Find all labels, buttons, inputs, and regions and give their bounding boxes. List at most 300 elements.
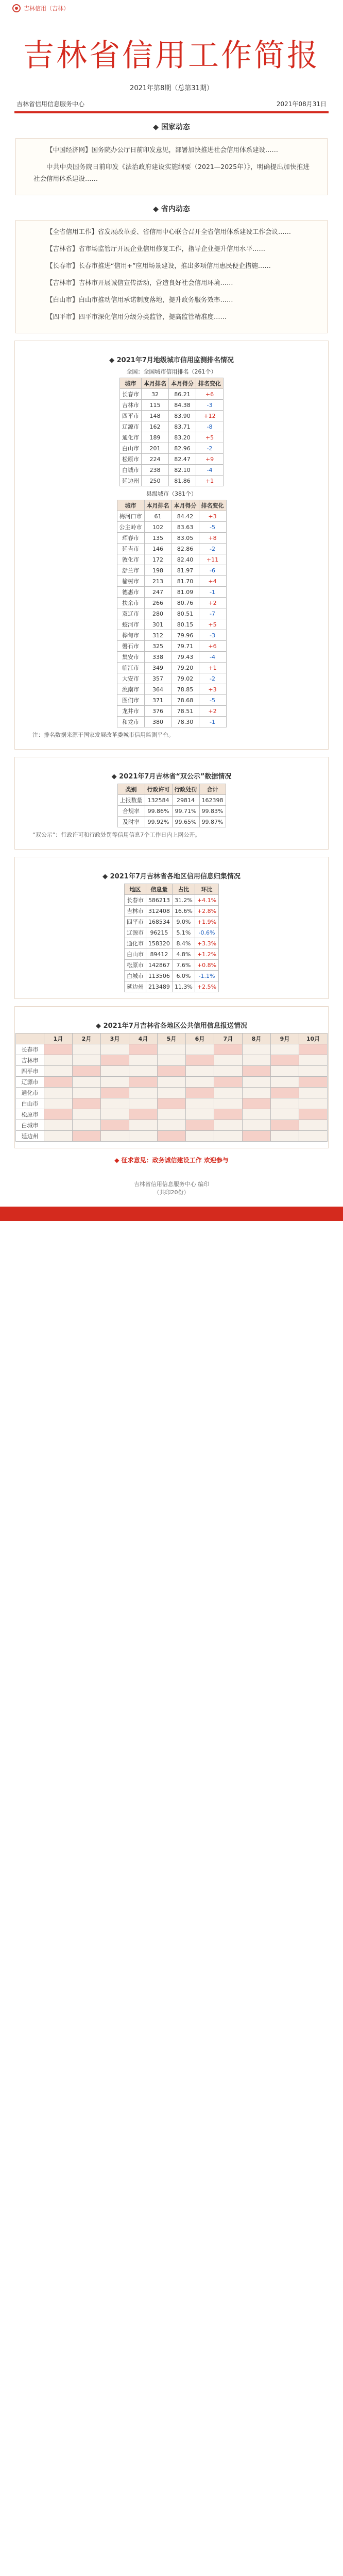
city-rank-header: 本月得分 — [169, 378, 196, 389]
heatmap-cell — [243, 1131, 271, 1142]
publicity-cell: 上报数量 — [117, 795, 145, 806]
county-rank-cell: -3 — [199, 630, 226, 641]
logo-icon — [12, 4, 21, 12]
heatmap-cell — [101, 1044, 129, 1055]
top-bar — [0, 0, 343, 21]
news-paragraph: 【全省信用工作】省发展改革委、省信用中心联合召开全省信用体系建设工作会议…… — [46, 228, 291, 235]
city-rank-cell: 四平市 — [120, 411, 142, 421]
county-rank-cell: 和龙市 — [117, 717, 144, 727]
city-rank-cell: 189 — [142, 432, 169, 443]
county-rank-cell: 梅河口市 — [117, 511, 144, 522]
city-rank-row — [120, 443, 224, 454]
heatmap-cell — [271, 1088, 299, 1098]
county-rank-cell: 61 — [144, 511, 172, 522]
heatmap-cell — [186, 1044, 214, 1055]
page — [0, 0, 343, 1221]
city-rank-cell: 83.90 — [169, 411, 196, 421]
heatmap-cell — [129, 1044, 158, 1055]
publicity-header: 合计 — [199, 784, 226, 795]
heatmap-row-label: 辽源市 — [16, 1077, 44, 1088]
heatmap-cell — [101, 1120, 129, 1131]
heatmap-cell — [299, 1098, 328, 1109]
city-rank-cell: 82.96 — [169, 443, 196, 454]
county-rank-cell: 84.42 — [172, 511, 199, 522]
county-rank-cell: -5 — [199, 695, 226, 706]
county-rank-cell: +3 — [199, 684, 226, 695]
collection-cell: +2.8% — [195, 906, 218, 917]
collection-cell: 长春市 — [124, 895, 146, 906]
county-rank-cell: 磐石市 — [117, 641, 144, 652]
publicity-cell: 99.71% — [172, 806, 199, 817]
county-rank-cell: 312 — [144, 630, 172, 641]
news-paragraph: 【中国经济网】国务院办公厅日前印发意见，部署加快推进社会信用体系建设…… — [46, 146, 279, 154]
heatmap-cell — [44, 1055, 73, 1066]
issue-number: 2021年第8期（总第31期） — [130, 84, 213, 92]
county-rank-cell: 82.86 — [172, 544, 199, 554]
heatmap-row-label: 长春市 — [16, 1044, 44, 1055]
publicity-card — [14, 757, 329, 850]
city-ranking-table — [119, 378, 224, 486]
heatmap-col-header: 1月 — [44, 1033, 73, 1044]
county-rank-cell: 临江市 — [117, 663, 144, 673]
heatmap-cell — [214, 1131, 243, 1142]
county-rank-cell: 公主岭市 — [117, 522, 144, 533]
city-rank-cell: 辽源市 — [120, 421, 142, 432]
heatmap-cell — [271, 1120, 299, 1131]
heatmap-cell — [271, 1044, 299, 1055]
county-rank-cell: 珲春市 — [117, 533, 144, 544]
collection-cell: 16.6% — [172, 906, 195, 917]
city-rank-cell: -3 — [196, 400, 224, 411]
collection-row — [124, 927, 218, 938]
heatmap-cell — [101, 1088, 129, 1098]
heatmap-col-header: 2月 — [73, 1033, 101, 1044]
collection-cell: +1.2% — [195, 949, 218, 960]
heatmap-row-label: 吉林市 — [16, 1055, 44, 1066]
heatmap-cell — [186, 1131, 214, 1142]
county-rank-cell: 380 — [144, 717, 172, 727]
heatmap-cell — [129, 1066, 158, 1077]
heatmap-cell — [214, 1055, 243, 1066]
heatmap-cell — [129, 1120, 158, 1131]
county-rank-cell: 洮南市 — [117, 684, 144, 695]
city-rank-cell: 115 — [142, 400, 169, 411]
heatmap-cell — [299, 1109, 328, 1120]
heatmap-cell — [271, 1066, 299, 1077]
collection-cell: 7.6% — [172, 960, 195, 971]
county-rank-cell: 371 — [144, 695, 172, 706]
county-rank-cell: +2 — [199, 598, 226, 608]
collection-cell: 松原市 — [124, 960, 146, 971]
heatmap-cell — [299, 1088, 328, 1098]
collection-cell: 158320 — [146, 938, 172, 949]
heatmap-cell — [186, 1077, 214, 1088]
county-rank-cell: 83.05 — [172, 533, 199, 544]
heatmap-row — [16, 1120, 328, 1131]
collection-cell: -0.6% — [195, 927, 218, 938]
county-rank-cell: -2 — [199, 673, 226, 684]
county-rank-cell: +1 — [199, 663, 226, 673]
county-rank-cell: +3 — [199, 511, 226, 522]
county-rank-cell: 龙井市 — [117, 706, 144, 717]
city-rank-cell: 白城市 — [120, 465, 142, 476]
collection-cell: 213489 — [146, 981, 172, 992]
collection-cell: 31.2% — [172, 895, 195, 906]
national-news-card — [15, 138, 328, 195]
collection-cell: 113506 — [146, 971, 172, 981]
heatmap-cell — [271, 1077, 299, 1088]
heatmap-cell — [243, 1098, 271, 1109]
publicity-cell: 及时率 — [117, 817, 145, 827]
city-rank-cell: 83.71 — [169, 421, 196, 432]
collection-cell: 9.0% — [172, 917, 195, 927]
publicity-header: 行政处罚 — [172, 784, 199, 795]
heatmap-cell — [158, 1066, 186, 1077]
news-paragraph: 【吉林市】吉林市开展诚信宣传活动，营造良好社会信用环境…… — [46, 279, 233, 286]
heatmap-cell — [129, 1098, 158, 1109]
county-rank-cell: 81.70 — [172, 576, 199, 587]
collection-cell: 延边州 — [124, 981, 146, 992]
county-rank-cell: 80.76 — [172, 598, 199, 608]
heatmap-cell — [101, 1098, 129, 1109]
collection-card — [14, 857, 329, 999]
county-rank-row — [117, 641, 226, 652]
city-rank-cell: 延边州 — [120, 476, 142, 486]
city-rank-cell: 250 — [142, 476, 169, 486]
heatmap-col-header: 8月 — [243, 1033, 271, 1044]
city-rank-header: 城市 — [120, 378, 142, 389]
heatmap-row-label: 松原市 — [16, 1109, 44, 1120]
heatmap-cell — [271, 1055, 299, 1066]
news-paragraph: 【四平市】四平市深化信用分级分类监管，提高监管精准度…… — [46, 313, 227, 320]
heatmap-cell — [214, 1098, 243, 1109]
heatmap-cell — [214, 1077, 243, 1088]
county-rank-cell: -4 — [199, 652, 226, 663]
heatmap-cell — [44, 1088, 73, 1098]
city-rank-row — [120, 389, 224, 400]
heatmap-cell — [73, 1088, 101, 1098]
city-rank-cell: 松原市 — [120, 454, 142, 465]
county-rank-cell: -6 — [199, 565, 226, 576]
news-paragraph: 【长春市】长春市推进“信用+”应用场景建设，推出多项信用惠民便企措施…… — [46, 262, 271, 269]
city-rank-cell: 32 — [142, 389, 169, 400]
county-rank-cell: +6 — [199, 641, 226, 652]
county-rank-cell: 81.09 — [172, 587, 199, 598]
collection-row — [124, 906, 218, 917]
county-rank-cell: 357 — [144, 673, 172, 684]
county-rank-cell: 79.96 — [172, 630, 199, 641]
heatmap-cell — [243, 1044, 271, 1055]
city-rank-cell: 83.20 — [169, 432, 196, 443]
heatmap-cell — [73, 1109, 101, 1120]
collection-cell: 白城市 — [124, 971, 146, 981]
county-rank-row — [117, 533, 226, 544]
heatmap-cell — [44, 1131, 73, 1142]
collection-row — [124, 938, 218, 949]
county-rank-cell: 247 — [144, 587, 172, 598]
county-rank-cell: 桦甸市 — [117, 630, 144, 641]
city-rank-cell: 238 — [142, 465, 169, 476]
city-rank-row — [120, 432, 224, 443]
city-rank-cell: 201 — [142, 443, 169, 454]
city-rank-cell: 白山市 — [120, 443, 142, 454]
county-rank-cell: 81.97 — [172, 565, 199, 576]
county-rank-cell: 83.63 — [172, 522, 199, 533]
city-rank-cell: +12 — [196, 411, 224, 421]
county-rank-cell: 德惠市 — [117, 587, 144, 598]
collection-header: 地区 — [124, 884, 146, 895]
heatmap-cell — [158, 1109, 186, 1120]
city-rank-row — [120, 411, 224, 421]
table3-title: ◆ 2021年7月吉林省“双公示”数据情况 — [111, 773, 232, 781]
city-rank-cell: 84.38 — [169, 400, 196, 411]
publicity-cell: 99.92% — [145, 817, 172, 827]
collection-cell: 6.0% — [172, 971, 195, 981]
heatmap-row-label: 白山市 — [16, 1098, 44, 1109]
table1-subtitle: 全国：全国城市信用排名（261个） — [126, 368, 217, 375]
heatmap-col-header: 7月 — [214, 1033, 243, 1044]
collection-cell: 白山市 — [124, 949, 146, 960]
heatmap-cell — [243, 1055, 271, 1066]
publicity-cell: 99.83% — [199, 806, 226, 817]
heatmap-cell — [73, 1077, 101, 1088]
collection-cell: 5.1% — [172, 927, 195, 938]
county-rank-row — [117, 598, 226, 608]
collection-cell: 四平市 — [124, 917, 146, 927]
collection-row — [124, 971, 218, 981]
county-rank-cell: -1 — [199, 587, 226, 598]
news-paragraph: 中共中央国务院日前印发《法治政府建设实施纲要（2021—2025年）》，明确提出加快推进社会信用体系建设…… — [33, 163, 310, 182]
county-rank-cell: 78.30 — [172, 717, 199, 727]
meta-row — [0, 99, 343, 108]
heatmap-cell — [243, 1088, 271, 1098]
publicity-cell: 合规率 — [117, 806, 145, 817]
collection-header: 占比 — [172, 884, 195, 895]
heatmap-cell — [101, 1066, 129, 1077]
heatmap-cell — [299, 1131, 328, 1142]
county-rank-cell: 舒兰市 — [117, 565, 144, 576]
county-rank-cell: -2 — [199, 544, 226, 554]
heatmap-cell — [243, 1120, 271, 1131]
heatmap-cell — [271, 1098, 299, 1109]
city-rank-cell: -2 — [196, 443, 224, 454]
county-rank-cell: 325 — [144, 641, 172, 652]
city-rank-header: 本月排名 — [142, 378, 169, 389]
city-rank-row — [120, 454, 224, 465]
collection-cell: 8.4% — [172, 938, 195, 949]
heatmap-cell — [101, 1077, 129, 1088]
collection-row — [124, 895, 218, 906]
heatmap-row-label: 通化市 — [16, 1088, 44, 1098]
logo-text: 吉林信用（吉林） — [24, 5, 69, 12]
heatmap-cell — [214, 1120, 243, 1131]
county-rank-row — [117, 608, 226, 619]
publicity-cell: 132584 — [145, 795, 172, 806]
city-rank-cell: 86.21 — [169, 389, 196, 400]
heatmap-cell — [158, 1044, 186, 1055]
heatmap-cell — [129, 1088, 158, 1098]
city-rank-cell: 224 — [142, 454, 169, 465]
county-ranking-table — [117, 500, 227, 727]
heatmap-cell — [243, 1066, 271, 1077]
collection-cell: 11.3% — [172, 981, 195, 992]
heatmap-row-label: 四平市 — [16, 1066, 44, 1077]
county-rank-cell: 146 — [144, 544, 172, 554]
county-rank-cell: 79.20 — [172, 663, 199, 673]
heatmap-cell — [186, 1055, 214, 1066]
heatmap-cell — [271, 1109, 299, 1120]
heatmap-row — [16, 1131, 328, 1142]
county-rank-row — [117, 554, 226, 565]
heatmap-cell — [44, 1109, 73, 1120]
city-rank-cell: +1 — [196, 476, 224, 486]
collection-cell: +4.1% — [195, 895, 218, 906]
collection-cell: 168534 — [146, 917, 172, 927]
county-rank-cell: 大安市 — [117, 673, 144, 684]
heatmap-col-header: 9月 — [271, 1033, 299, 1044]
county-rank-cell: 80.51 — [172, 608, 199, 619]
county-rank-cell: 82.40 — [172, 554, 199, 565]
collection-cell: -1.1% — [195, 971, 218, 981]
publisher: 吉林省信用信息服务中心 — [16, 100, 85, 108]
collection-row — [124, 981, 218, 992]
publicity-cell: 99.87% — [199, 817, 226, 827]
county-rank-cell: 双辽市 — [117, 608, 144, 619]
county-rank-row — [117, 695, 226, 706]
county-rank-row — [117, 619, 226, 630]
city-rank-row — [120, 465, 224, 476]
heatmap-col-header: 3月 — [101, 1033, 129, 1044]
collection-cell: 96215 — [146, 927, 172, 938]
heatmap-cell — [158, 1077, 186, 1088]
collection-cell: +0.8% — [195, 960, 218, 971]
heatmap-cell — [129, 1077, 158, 1088]
heatmap-row — [16, 1055, 328, 1066]
comment-callout: ◆ 征求意见：政务诚信建设工作 欢迎参与 — [114, 1157, 229, 1164]
heatmap-col-header: 5月 — [158, 1033, 186, 1044]
heatmap-cell — [101, 1131, 129, 1142]
county-rank-row — [117, 544, 226, 554]
county-rank-row — [117, 717, 226, 727]
heatmap-row — [16, 1044, 328, 1055]
province-news-card — [15, 220, 328, 333]
county-rank-row — [117, 587, 226, 598]
county-rank-cell: 延吉市 — [117, 544, 144, 554]
publicity-row — [117, 795, 226, 806]
county-rank-cell: 172 — [144, 554, 172, 565]
heatmap-cell — [214, 1088, 243, 1098]
publicity-cell: 99.65% — [172, 817, 199, 827]
county-rank-cell: 榆树市 — [117, 576, 144, 587]
collection-cell: 142867 — [146, 960, 172, 971]
county-rank-row — [117, 706, 226, 717]
heatmap-row — [16, 1088, 328, 1098]
heatmap-cell — [129, 1109, 158, 1120]
county-rank-row — [117, 673, 226, 684]
county-rank-cell: +4 — [199, 576, 226, 587]
county-rank-cell: +5 — [199, 619, 226, 630]
county-rank-cell: +8 — [199, 533, 226, 544]
heatmap-cell — [73, 1098, 101, 1109]
county-rank-cell: 280 — [144, 608, 172, 619]
heatmap-cell — [299, 1044, 328, 1055]
heatmap-cell — [243, 1077, 271, 1088]
heatmap-cell — [158, 1131, 186, 1142]
county-rank-header: 排名变化 — [199, 500, 226, 511]
heatmap-row — [16, 1077, 328, 1088]
heatmap-card — [14, 1006, 329, 1148]
collection-cell: 辽源市 — [124, 927, 146, 938]
heatmap-cell — [299, 1120, 328, 1131]
heatmap-cell — [214, 1044, 243, 1055]
city-rank-cell: 162 — [142, 421, 169, 432]
heatmap-cell — [214, 1066, 243, 1077]
county-rank-cell: 301 — [144, 619, 172, 630]
collection-cell: +3.3% — [195, 938, 218, 949]
county-rank-cell: 78.51 — [172, 706, 199, 717]
county-rank-cell: 135 — [144, 533, 172, 544]
publicity-table — [117, 784, 226, 827]
footer-line1: 吉林省信用信息服务中心 编印 — [133, 1181, 210, 1188]
county-rank-cell: 蛟河市 — [117, 619, 144, 630]
heatmap-cell — [73, 1044, 101, 1055]
county-rank-cell: 79.71 — [172, 641, 199, 652]
county-rank-cell: -1 — [199, 717, 226, 727]
table1-title: ◆ 2021年7月地级城市信用监测排名情况 — [109, 357, 234, 364]
city-rank-cell: 82.47 — [169, 454, 196, 465]
heatmap-cell — [271, 1131, 299, 1142]
county-rank-cell: 80.15 — [172, 619, 199, 630]
city-rank-cell: 长春市 — [120, 389, 142, 400]
section-national: ◆ 国家动态 — [153, 123, 190, 131]
city-rank-cell: +5 — [196, 432, 224, 443]
heatmap-col-header: 10月 — [299, 1033, 328, 1044]
county-rank-cell: 79.43 — [172, 652, 199, 663]
publicity-cell: 99.86% — [145, 806, 172, 817]
city-rank-cell: 148 — [142, 411, 169, 421]
county-rank-row — [117, 684, 226, 695]
county-rank-header: 本月排名 — [144, 500, 172, 511]
county-rank-row — [117, 663, 226, 673]
heatmap-cell — [186, 1120, 214, 1131]
ranking-note: 注：排名数据来源于国家发展改革委城市信用监测平台。 — [32, 732, 174, 738]
county-rank-cell: 78.85 — [172, 684, 199, 695]
county-rank-header: 城市 — [117, 500, 144, 511]
heatmap-title: ◆ 2021年7月吉林省各地区公共信用信息报送情况 — [96, 1022, 247, 1030]
footer — [0, 1180, 343, 1196]
city-rank-cell: 81.86 — [169, 476, 196, 486]
heatmap-cell — [158, 1120, 186, 1131]
heatmap-cell — [129, 1131, 158, 1142]
publicity-cell: 162398 — [199, 795, 226, 806]
heatmap-cell — [44, 1077, 73, 1088]
publicity-header: 行政许可 — [145, 784, 172, 795]
heatmap-cell — [299, 1055, 328, 1066]
heatmap-cell — [101, 1109, 129, 1120]
news-paragraph: 【白山市】白山市推动信用承诺制度落地，提升政务服务效率…… — [46, 296, 233, 303]
collection-header: 信息量 — [146, 884, 172, 895]
county-rank-cell: 79.02 — [172, 673, 199, 684]
header-divider — [14, 111, 329, 113]
county-rank-cell: +2 — [199, 706, 226, 717]
city-rank-row — [120, 421, 224, 432]
publicity-row — [117, 806, 226, 817]
county-rank-cell: 349 — [144, 663, 172, 673]
heatmap-cell — [44, 1044, 73, 1055]
county-rank-row — [117, 630, 226, 641]
collection-cell: 吉林市 — [124, 906, 146, 917]
county-rank-cell: 364 — [144, 684, 172, 695]
